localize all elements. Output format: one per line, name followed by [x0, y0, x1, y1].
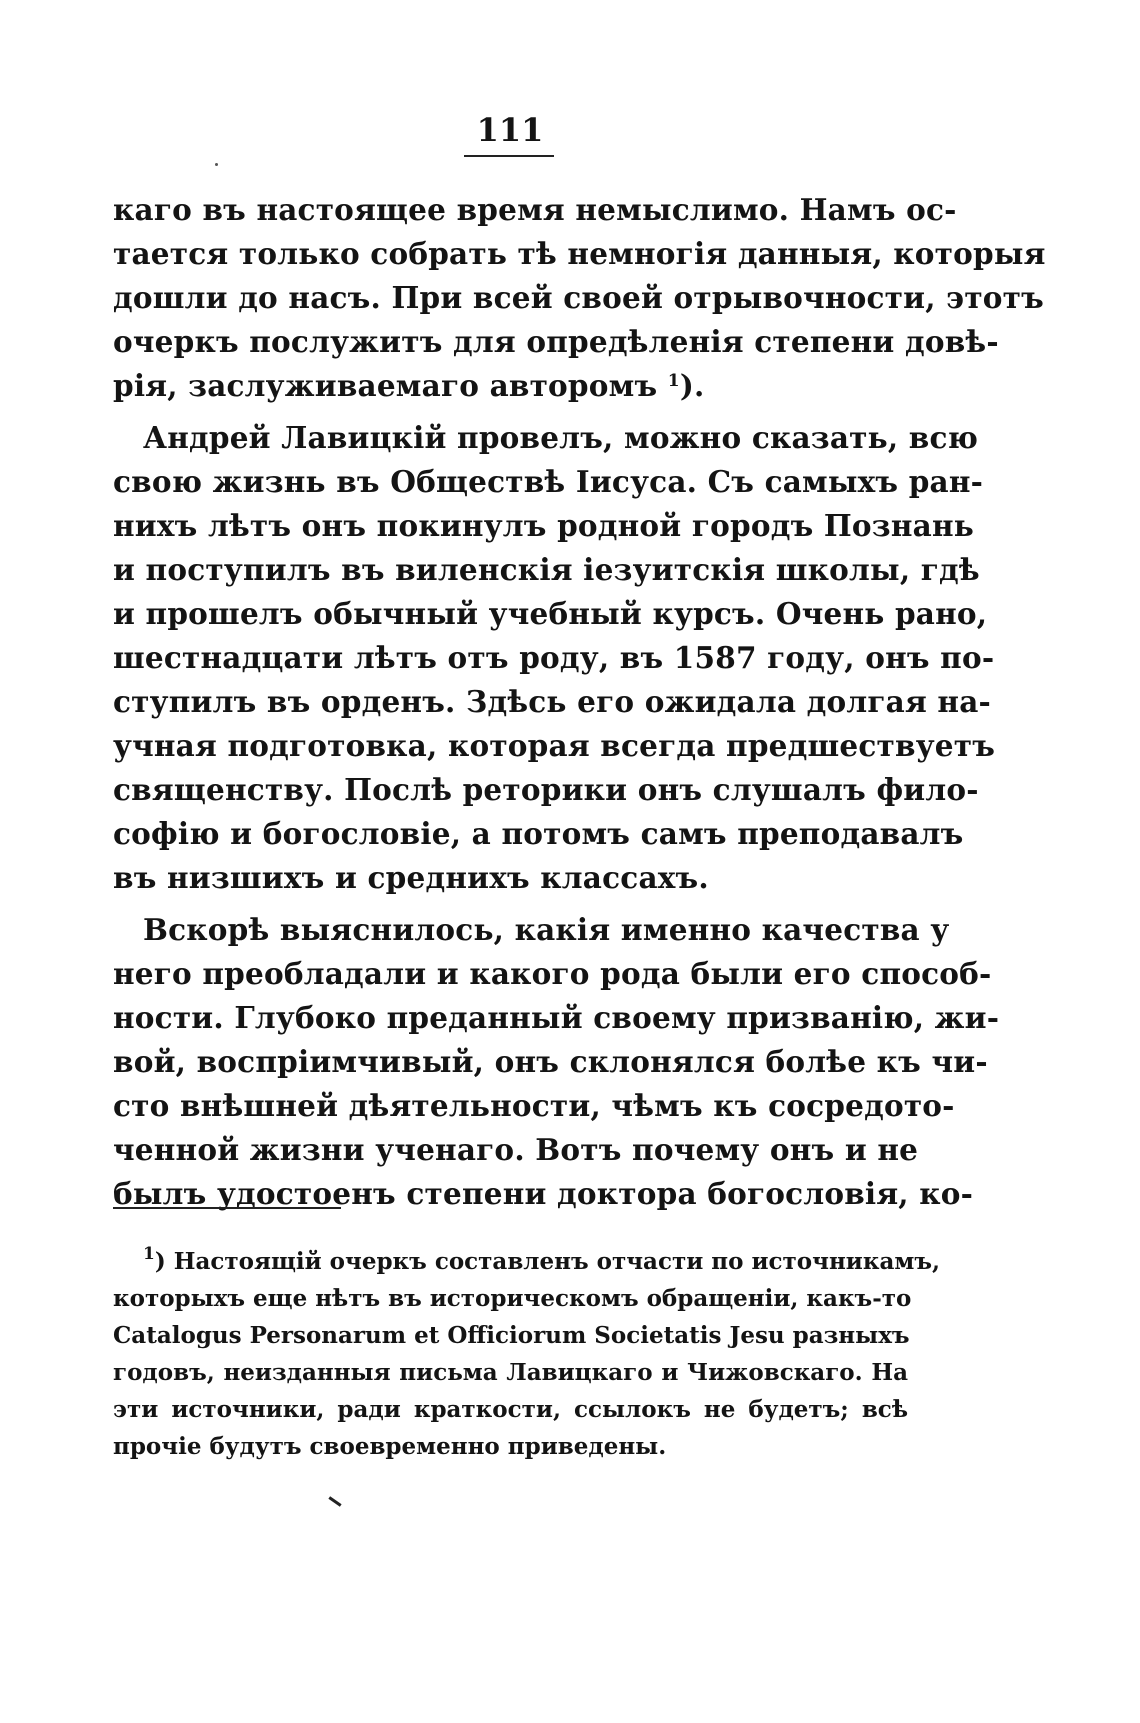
- paragraph-3-body: [113, 952, 1000, 1216]
- print-speck: [215, 163, 218, 166]
- text-line: него преобладали и какого рода были его способ-: [113, 956, 992, 991]
- footnote-line: Настоящій очеркъ составленъ отчасти по источникамъ,: [173, 1248, 940, 1275]
- text-line: ности. Глубоко преданный своему призванію, жи-: [113, 1000, 1000, 1035]
- text-line: Вскорѣ выяснилось, какія именно качества у: [143, 912, 950, 947]
- text-line: Андрей Лавицкій провелъ, можно сказать, всю: [143, 420, 979, 455]
- paragraph-1: [113, 188, 1046, 408]
- paragraph-2: [113, 416, 979, 460]
- text-line: вой, воспріимчивый, онъ склонялся болѣе къ чи-: [113, 1044, 988, 1079]
- text-line: свою жизнь въ Обществѣ Іисуса. Съ самыхъ ран-: [113, 464, 984, 499]
- text-line: ченной жизни ученаго. Вотъ почему онъ и не: [113, 1132, 919, 1167]
- text-line: учная подготовка, которая всегда предшествуетъ: [113, 728, 996, 763]
- footnote-marker: 1: [143, 1244, 155, 1264]
- paragraph-3: [113, 908, 950, 952]
- text-line: дошли до насъ. При всей своей отрывочности, этотъ: [113, 280, 1044, 315]
- print-mark: [328, 1496, 341, 1506]
- footnote-line: которыхъ еще нѣтъ въ историческомъ обращеніи, какъ-то: [113, 1285, 912, 1312]
- text-line: софію и богословіе, а потомъ самъ преподавалъ: [113, 816, 964, 851]
- footnote-line: эти источники, ради краткости, ссылокъ не будетъ; всѣ: [113, 1396, 908, 1423]
- text-line: очеркъ послужитъ для опредѣленія степени довѣ-: [113, 324, 999, 359]
- footnote-reference: 1: [667, 371, 680, 391]
- text-line: каго въ настоящее время немыслимо. Намъ ос-: [113, 192, 957, 227]
- footnote-line: прочіе будутъ своевременно приведены.: [113, 1433, 667, 1460]
- text-line: сто внѣшней дѣятельности, чѣмъ къ сосредото-: [113, 1088, 955, 1123]
- text-line-with-footnote-ref: [113, 364, 908, 408]
- text-line: и прошелъ обычный учебный курсъ. Очень рано,: [113, 596, 988, 631]
- main-text: [113, 188, 1046, 1216]
- page-number-underline: [464, 155, 554, 157]
- footnote-separator: [113, 1207, 341, 1209]
- page-number: 111: [476, 111, 544, 149]
- text-line: былъ удостоенъ степени доктора богословія, ко-: [113, 1176, 974, 1211]
- text-line: тается только собрать тѣ немногія данныя, которыя: [113, 236, 1046, 271]
- text-line: въ низшихъ и среднихъ классахъ.: [113, 860, 709, 895]
- text-line: и поступилъ въ виленскія іезуитскія школы, гдѣ: [113, 552, 980, 587]
- text-line: ступилъ въ орденъ. Здѣсь его ожидала долгая на-: [113, 684, 991, 719]
- paragraph-2-body: [113, 460, 996, 900]
- text-line: рія, заслуживаемаго авторомъ: [113, 368, 658, 403]
- footnote-marker-close: ): [154, 1248, 166, 1275]
- text-line: шестнадцати лѣтъ отъ роду, въ 1587 году, онъ по-: [113, 640, 995, 675]
- footnote-line: Catalogus Personarum et Officiorum Societatis Jesu разныхъ: [113, 1322, 910, 1349]
- text-line: нихъ лѣтъ онъ покинулъ родной городъ Познань: [113, 508, 974, 543]
- footnote: [113, 1243, 940, 1465]
- line-tail: ).: [679, 368, 705, 403]
- text-line: священству. Послѣ реторики онъ слушалъ фило-: [113, 772, 979, 807]
- footnote-line: годовъ, неизданныя письма Лавицкаго и Чижовскаго. На: [113, 1359, 908, 1386]
- footnote-line-with-marker: [113, 1243, 940, 1280]
